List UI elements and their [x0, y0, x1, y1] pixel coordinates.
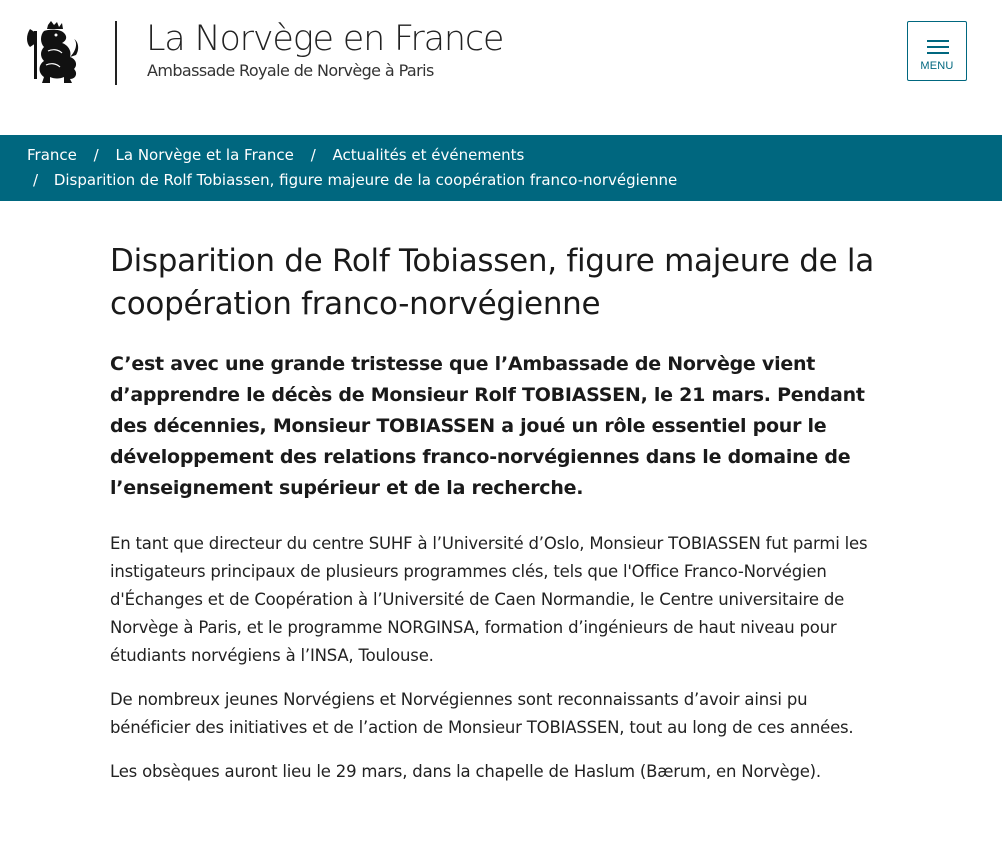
site-header — [0, 0, 1002, 135]
breadcrumb — [0, 135, 1002, 201]
header-divider — [115, 21, 117, 85]
article — [110, 240, 880, 786]
breadcrumb-line — [27, 144, 524, 166]
article-paragraph: Les obsèques auront lieu le 29 mars, dans la chapelle de Haslum (Bærum, en Norvège). — [110, 762, 821, 781]
hamburger-menu-icon — [927, 40, 949, 54]
article-paragraph: En tant que directeur du centre SUHF à l’Université d’Oslo, Monsieur TOBIASSEN fut parmi les instigateurs principaux de plusieurs programmes clés, tels que l'Office Franco-Norvégien d'Échanges et de Coopération à l’Université de Caen Normandie, le Centre universitaire de Norvège à Paris, et le programme NORGINSA, formation d’ingénieurs de haut niveau pour étudiants norvégiens à l’INSA, Toulouse. — [110, 534, 868, 665]
breadcrumb-line — [33, 169, 677, 191]
breadcrumb-item-current: Disparition de Rolf Tobiassen, figure majeure de la coopération franco-norvégienne — [53, 171, 678, 189]
article-lead: C’est avec une grande tristesse que l’Ambassade de Norvège vient d’apprendre le décès de Monsieur Rolf TOBIASSEN, le 21 mars. Pendant des décennies, Monsieur TOBIASSEN a joué un rôle essentiel pour le développement des relations franco-norvégiennes dans le domaine de l’enseignement supérieur et de la recherche. — [110, 353, 865, 499]
menu-label: MENU — [920, 60, 954, 72]
norwegian-lion-crest-icon[interactable] — [26, 21, 80, 85]
breadcrumb-item-actualites[interactable]: Actualités et événements — [332, 146, 525, 164]
page-title: Disparition de Rolf Tobiassen, figure majeure de la coopération franco-norvégienne — [110, 243, 874, 322]
breadcrumb-separator: / — [93, 146, 99, 164]
article-paragraph: De nombreux jeunes Norvégiens et Norvégiennes sont reconnaissants d’avoir ainsi pu bénéficier des initiatives et de l’action de Monsieur TOBIASSEN, tout au long de ces années. — [110, 690, 854, 737]
menu-button[interactable] — [907, 21, 967, 81]
breadcrumb-item-norvege-et-france[interactable]: La Norvège et la France — [115, 146, 294, 164]
site-subtitle: Ambassade Royale de Norvège à Paris — [147, 61, 434, 80]
site-title[interactable]: La Norvège en France — [146, 19, 504, 59]
breadcrumb-separator: / — [33, 171, 39, 189]
breadcrumb-separator: / — [310, 146, 316, 164]
breadcrumb-item-france[interactable]: France — [27, 146, 77, 164]
